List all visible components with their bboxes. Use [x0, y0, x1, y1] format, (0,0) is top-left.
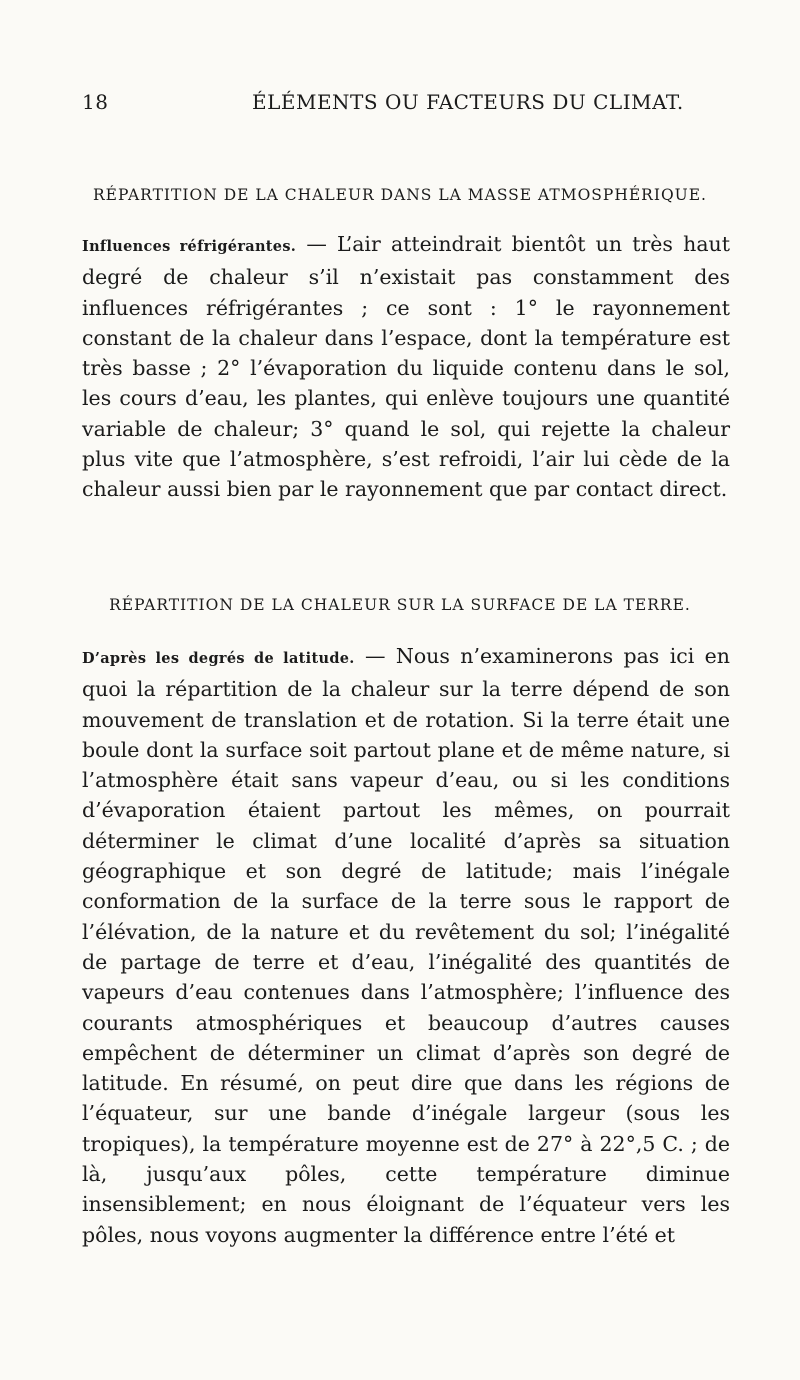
- section-heading-earth-surface: RÉPARTITION DE LA CHALEUR SUR LA SURFACE DE LA TERRE.: [109, 596, 691, 614]
- paragraph-text: — L’air atteindrait bientôt un très haut degré de chaleur s’il n’existait pas constamment des influences réfrigérantes ; ce sont : 1° le rayonnement constant de la chaleur dans l’espace, dont la température est très basse ; 2° l’évaporation du liquide contenu dans le sol, les cours d’eau, les plantes, qui enlève toujours une quantité variable de chaleur; 3° quand le sol, qui rejette la chaleur plus vite que l’atmosphère, s’est refroidi, l’air lui cède de la chaleur aussi bien par le rayonnement que par contact direct.: [82, 232, 730, 502]
- paragraph-text: — Nous n’examinerons pas ici en quoi la répartition de la chaleur sur la terre dépend de son mouvement de translation et de rotation. Si la terre était une boule dont la surface soit partout plane et de même nature, si l’atmosphère était sans vapeur d’eau, ou si les conditions d’évaporation étaient partout les mêmes, on pourrait déterminer le climat d’une localité d’après sa situation géographique et son degré de latitude; mais l’inégale conformation de la surface de la terre sous le rapport de l’élévation, de la nature et du revêtement du sol; l’inégalité de partage de terre et d’eau, l’inégalité des quantités de vapeurs d’eau contenues dans l’atmosphère; l’influence des courants atmosphériques et beaucoup d’autres causes empêchent de déterminer un climat d’après son degré de latitude. En résumé, on peut dire que dans les régions de l’équateur, sur une bande d’inégale largeur (sous les tropiques), la température moyenne est de 27° à 22°,5 C. ; de là, jusqu’aux pôles, cette température diminue insensiblement; en nous éloignant de l’équateur vers les pôles, nous voyons augmenter la différence entre l’été et: [82, 644, 730, 1247]
- paragraph-lead: Influences réfrigérantes.: [82, 238, 297, 255]
- section-heading-atmosphere: RÉPARTITION DE LA CHALEUR DANS LA MASSE ATMOSPHÉRIQUE.: [93, 186, 707, 204]
- paragraph-latitude: [82, 641, 730, 1250]
- paragraph-lead: D’après les degrés de latitude.: [82, 650, 355, 667]
- paragraph-refrigerating-influences: [82, 229, 730, 505]
- page-header: [82, 90, 732, 120]
- page-number: 18: [82, 90, 109, 114]
- running-title: ÉLÉMENTS OU FACTEURS DU CLIMAT.: [252, 90, 684, 114]
